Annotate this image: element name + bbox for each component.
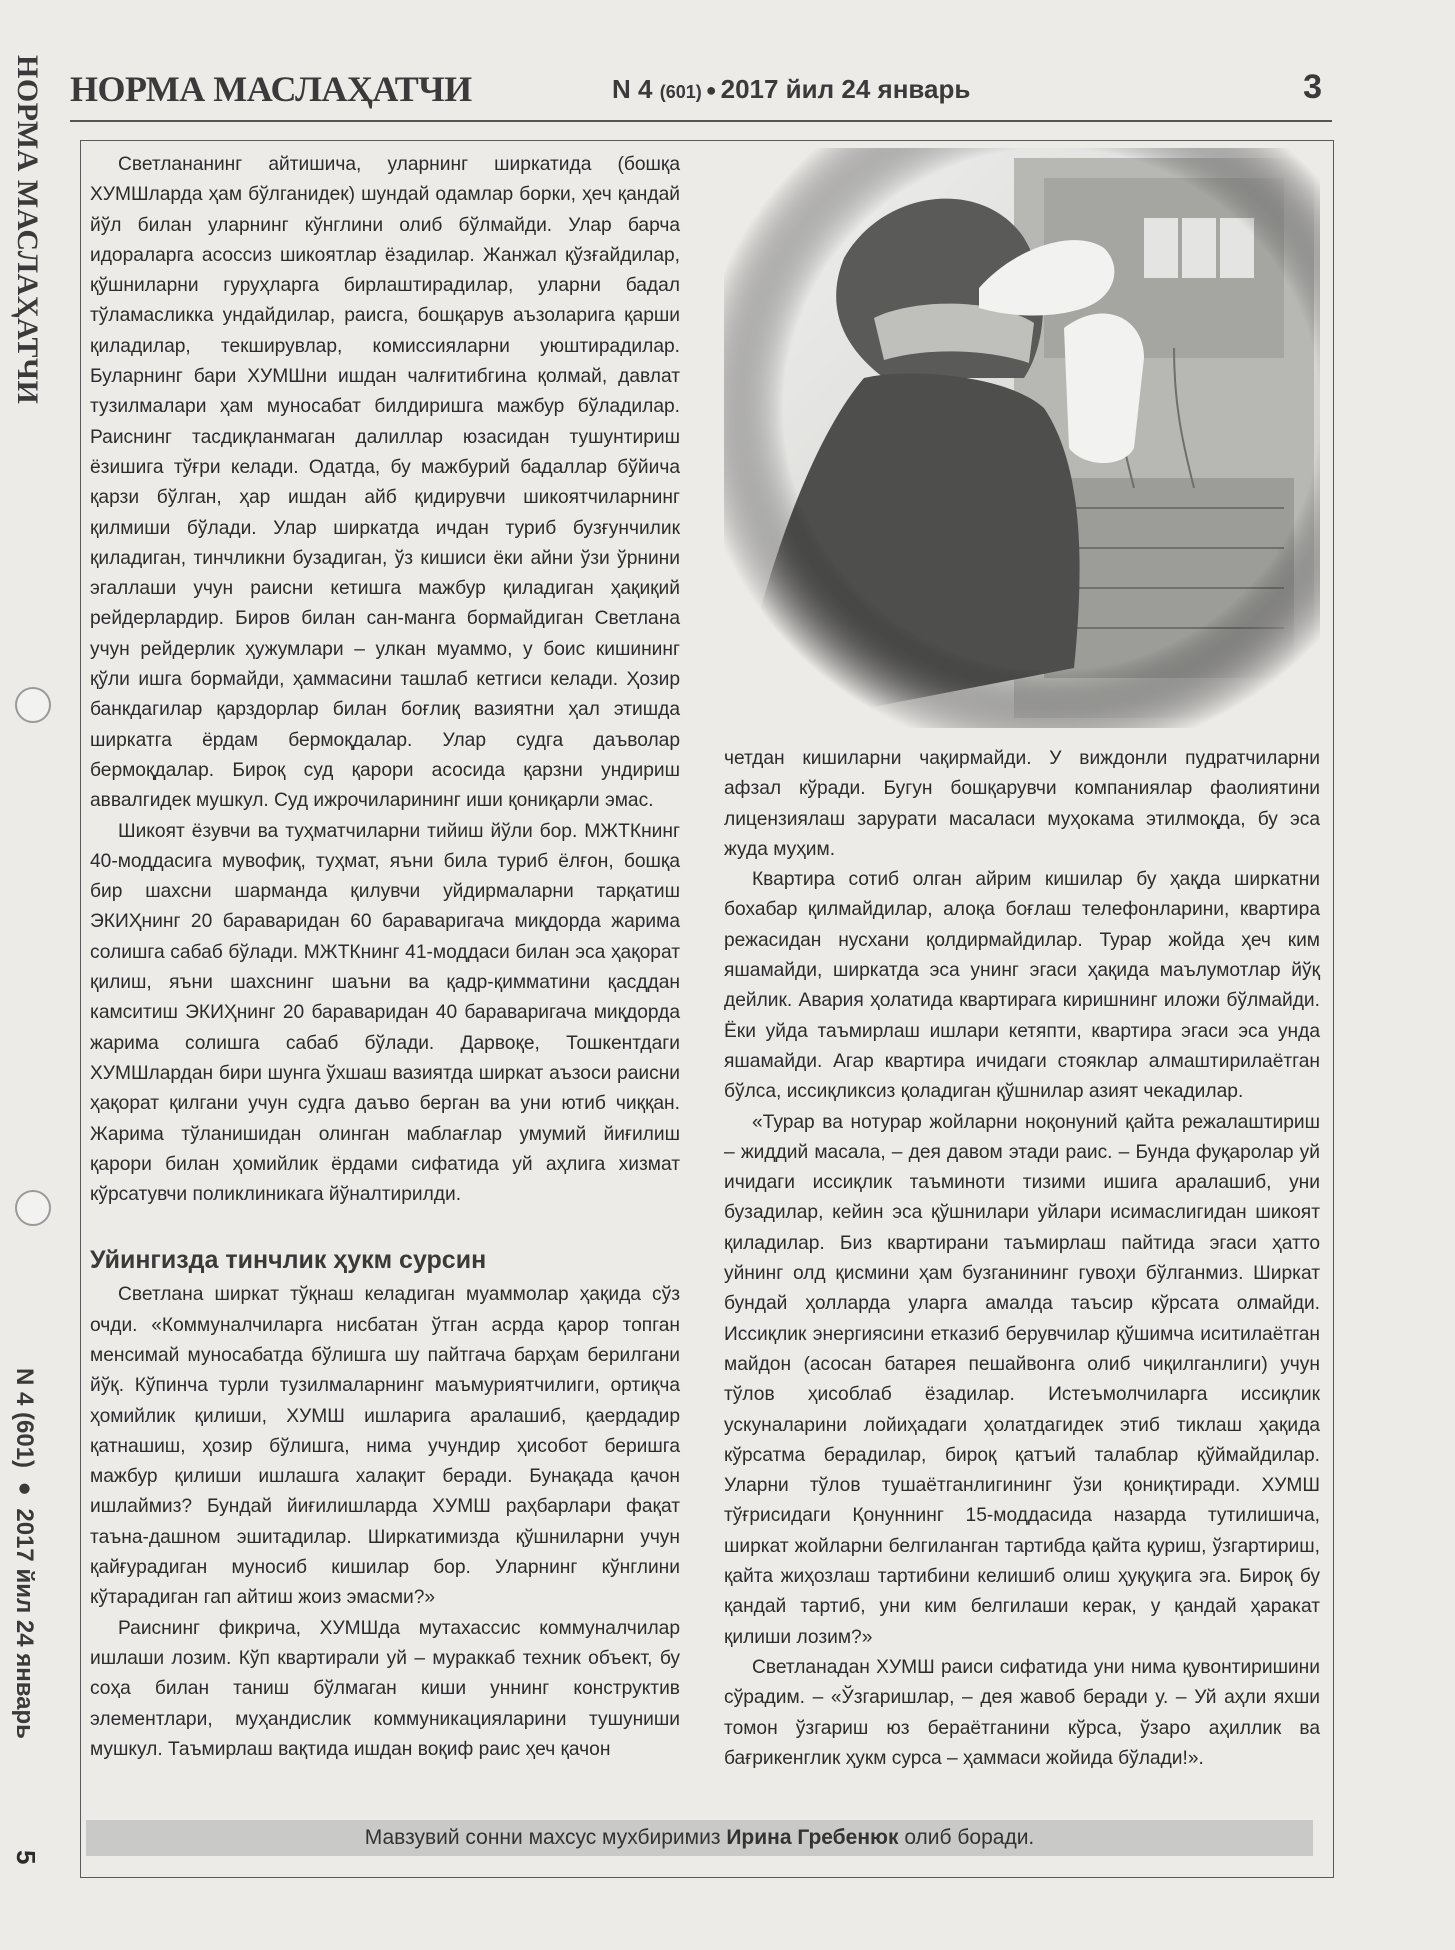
left-column bbox=[90, 150, 680, 1765]
paragraph: Светланадан ХУМШ раиси сифатида уни нима қувонтиришини сўрадим. – «Ўзгаришлар, – дея жавоб беради у. – Уй аҳли яхши томон ўзгариш юз бераётганини кўрса, ўзаро аҳиллик ва бағрикенглик ҳукм сурса – ҳаммаси жойида бўлади!». bbox=[724, 1656, 1320, 1769]
paragraph: четдан кишиларни чақирмайди. У виждонли пудратчиларни афзал кўради. Бугун бошқарувчи компаниялар фаолиятини лицензиялаш зарурати масаласи муҳокама этилмоқда, бу эса жуда муҳим. bbox=[724, 748, 1320, 860]
right-column bbox=[724, 744, 1320, 1774]
paragraph: Светлана ширкат тўқнаш келадиган муаммолар ҳақида сўз очди. «Коммуналчиларга нисбатан ўтган асрда қарор топган менсимай муносабатда бўлишга шу пайтгача барҳам берилгани йўқ. Кўпинча турли тузилмаларнинг маъмуриятчилиги, ортиқча ҳомийлик қилиши, ХУМШ ишларига аралашиб, қаердадир қатнашиш, ҳозир бўлишга, нима учундир ҳисобот беришга мажбур қилиши ишлашга халақит беради. Бунақада қачон ишлаймиз? Бундай йиғилишларда ХУМШ раҳбарлари фақат таъна-дашном эшитадилар. Ширкатимизда қўшниларни учун қайғурадиган муносиб кишилар бор. Уларнинг кўнглини кўтарадиган гап айтиш жоиз эмасми?» bbox=[90, 1284, 680, 1609]
paragraph: Раиснинг фикрича, ХУМШда мутахассис коммуналчилар ишлаши лозим. Кўп квартирали уй – мураккаб техник объект, бу соҳа билан таниш бўлмаган киши уннинг конструктив элементлари, муҳандислик коммуникацияларини тушуниши мушкул. Таъмирлаш вақтида ишдан воқиф раис ҳеч қачон bbox=[90, 1617, 680, 1760]
page-sidebar bbox=[0, 0, 60, 1950]
caption-prefix: Мавзувий сонни махсус мухбиримиз bbox=[364, 1826, 721, 1849]
sidebar-page-number: 5 bbox=[11, 1850, 41, 1865]
section-heading: Уйингизда тинчлик ҳукм сурсин bbox=[90, 1246, 487, 1275]
electrician-photo bbox=[724, 148, 1320, 728]
issue-info bbox=[612, 74, 970, 105]
paragraph: Светлананинг айтишича, уларнинг ширкатида (бошқа ХУМШларда ҳам бўлганидек) шундай одамлар борки, ҳеч қандай йўл билан уларнинг кўнглини олиб бўлмайди. Улар барча идораларга асоссиз шикоятлар ёзадилар. Жанжал қўзғайдилар, қўшниларни гуруҳларга бирлаштирадилар, уларни бадал тўламасликка ундайдилар, раисга, бошқарув аъзоларига қарши қиладилар, текширувлар, комиссияларни уюштирадилар. Буларнинг бари ХУМШни ишдан чалғитибгина қолмай, давлат тузилмалари ҳам муносабат билдиришга мажбур бўладилар. Раиснинг тасдиқланмаган далиллар юзасидан тушунтириш ёзишига тўғри келади. Одатда, бу мажбурий бадаллар бўйича қарзи бўлган, ҳар ишдан айб қидирувчи шикоятчиларнинг қилмиши бўлади. Улар ширкатда ичдан туриб бузғунчилик қиладиган, тинчликни бузадиган, ўз кишиси ёки айни ўзи ўрнини эгаллаши учун раисни кетишга мажбур қиладиган ҳақиқий рейдерлардир. Биров билан сан-манга бормайдиган Светлана учун рейдерлик ҳужумлари – улкан муаммо, у боис кишининг қўли ишга бормайди, ҳаммасини ташлаб кетгиси келади. Ҳозир банкдагилар қарздорлар билан боғлиқ вазиятни ҳал этишда ширкатга ёрдам бермоқдалар. Улар судга даъволар бермоқдалар. Бироқ суд қарори асосида қарзни ундириш аввалгидек мушкул. Суд ижрочиларининг иши қониқарли эмас. bbox=[90, 154, 680, 812]
caption-suffix: олиб боради. bbox=[904, 1826, 1035, 1849]
author-caption bbox=[86, 1820, 1313, 1856]
punch-hole-icon bbox=[15, 1190, 51, 1226]
paragraph: «Турар ва нотурар жойларни ноқонуний қайта режалаштириш – жиддий масала, – дея давом этади раис. – Бунда фуқаролар уй ичидаги иссиқлик таъминоти тизими ишига аралашиб, уни бузадилар, кейин эса қўшнилари уйлари исимаслигидан шикоят қиладилар. Биз квартирани таъмирлаш пайтида эгаси ҳатто уйнинг олд қисмини ҳам бузганининг гувоҳи бўлганмиз. Ширкат бундай ҳолларда уларга амалда таъсир кўрсата олмайди. Иссиқлик энергиясини етказиб берувчилар қўшимча иситилаётган майдон (асосан батарея пешайвонга олиб чиқилганлиги) учун тўлов ҳисоблаб ёзадилар. Истеъмолчиларга иссиқлик ускуналарини лойиҳадаги ҳолатдагидек этиб тиклаш ҳақида кўрсатма берадилар, бироқ қатъий талаблар қўймайдилар. Уларни тўлов тушаётганлигининг ўзи қониқтиради. ХУМШ тўғрисидаги Қонуннинг 15-моддасида назарда тутилишича, ширкат жойларни белгиланган тартибда қайта қуриш, ўзгартириш, қайта жиҳозлаш тартибини келишиб олиш ҳуқуқига эга. Бироқ бу қандай тартиб, уни ким белгилаши керак, у қандай ҳаракат қилиши лозим?» bbox=[724, 1111, 1320, 1648]
sidebar-date: N 4 (601) ● 2017 йил 24 январь bbox=[11, 1368, 38, 1739]
page-number: 3 bbox=[1303, 68, 1322, 106]
issue-total: (601) bbox=[659, 82, 702, 102]
sidebar-title: НОРМА МАСЛАҲАТЧИ bbox=[11, 55, 44, 405]
punch-hole-icon bbox=[15, 687, 51, 723]
electrician-photo-icon bbox=[724, 148, 1320, 728]
page-header bbox=[70, 48, 1332, 122]
paragraph: Шикоят ёзувчи ва туҳматчиларни тийиш йўли бор. МЖТКнинг 40-моддасига мувофиқ, туҳмат, яъни била туриб ёлғон, бошқа бир шахсни шарманда қилувчи уйдирмаларни тарқатиш ЭКИҲнинг 20 бараваридан 60 бараваригача миқдорда жарима солишга сабаб бўлади. МЖТКнинг 41-моддаси билан эса ҳақорат қилиш, яъни шахснинг шаъни ва қадр-қимматини қасддан камситиш ЭКИҲнинг 20 бараваридан 40 бараваригача миқдорда жарима солишга сабаб бўлади. Дарвоқе, Тошкентдаги ХУМШлардан бири шунга ўхшаш вазиятда ширкат аъзоси раисни ҳақорат қилгани учун судга даъво берган ва уни ютиб чиққан. Жарима тўланишидан олинган маблағлар умумий йиғилиш қарори билан ҳомийлик ёрдами сифатида уй аҳлига хизмат кўрсатувчи поликлиникага йўналтирилди. bbox=[90, 820, 680, 1206]
issue-date: 2017 йил 24 январь bbox=[720, 74, 971, 104]
bullet-icon: ● bbox=[705, 80, 717, 100]
caption-author-name: Ирина Гребенюк bbox=[726, 1826, 899, 1849]
masthead: НОРМА МАСЛАҲАТЧИ bbox=[70, 69, 472, 109]
issue-number: N 4 bbox=[612, 74, 653, 104]
paragraph: Квартира сотиб олган айрим кишилар бу ҳақда ширкатни бохабар қилмайдилар, алоқа боғлаш телефонларини, квартира режасидан нусхани қолдирмайдилар. Турар жойда ҳеч ким яшамайди, ширкатда эса унинг эгаси ҳақида маълумотлар йўқ дейлик. Авария ҳолатида квартирага киришнинг иложи бўлмайди. Ёки уйда таъмирлаш ишлари кетяпти, квартира эгаси эса унда яшамайди. Агар квартира ичидаги стояклар алмаштирилаётган бўлса, иссиқликсиз қоладиган қўшнилар азият чекадилар. bbox=[724, 869, 1320, 1103]
